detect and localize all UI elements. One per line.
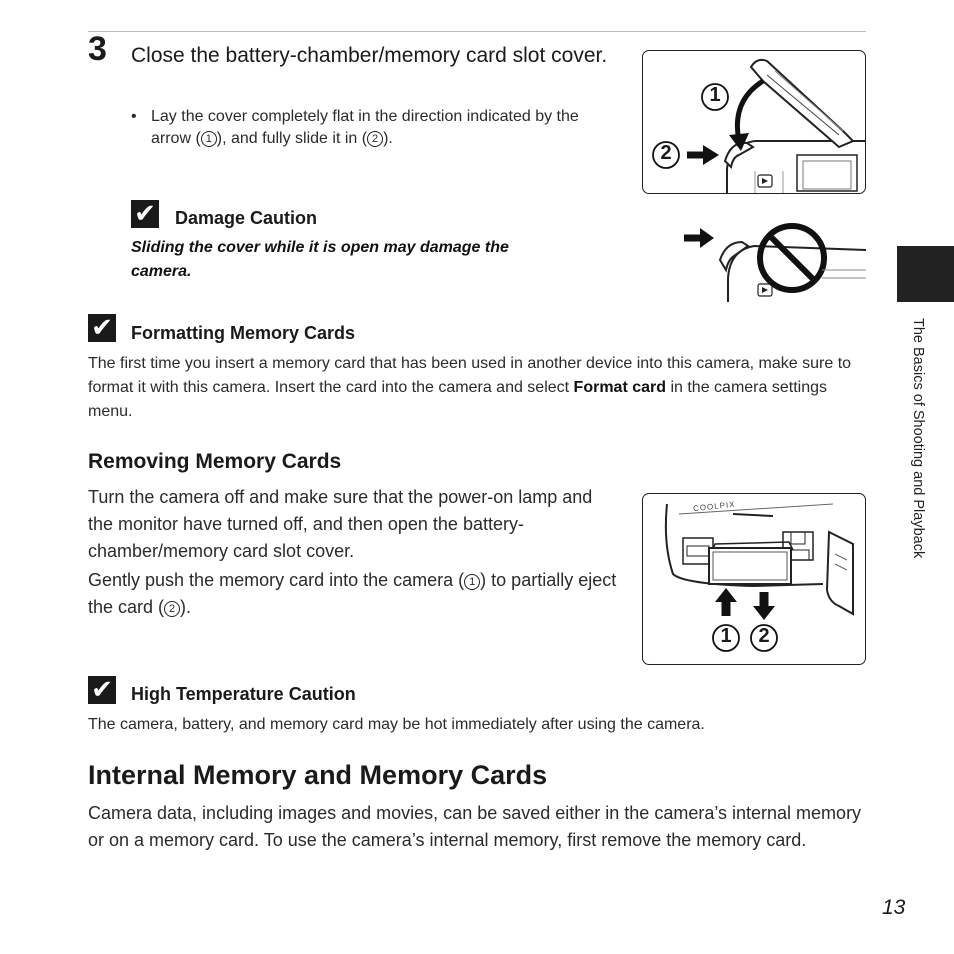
figure-close-cover bbox=[642, 50, 866, 194]
section-label: The Basics of Shooting and Playback bbox=[910, 318, 926, 559]
damage-caution-body: Sliding the cover while it is open may damage the camera. bbox=[131, 239, 509, 280]
removing-para-2: Gently push the memory card into the camera ( 1 ) to partially eject the card ( 2 ). bbox=[88, 570, 617, 617]
fig3-brand: COOLPIX bbox=[692, 499, 736, 514]
internal-memory-body: Camera data, including images and movies, can be saved either in the camera’s internal memory or on a memory card. To use the camera’s internal memory, first remove the memory card. bbox=[88, 803, 862, 850]
step-number: 3 bbox=[88, 30, 107, 68]
damage-caution-title: Damage Caution bbox=[175, 208, 318, 228]
high-temp-caution-body: The camera, battery, and memory card may be hot immediately after using the camera. bbox=[88, 716, 705, 733]
check-caution-icon: ✔ bbox=[88, 676, 116, 704]
format-card-menu-item: Format card bbox=[573, 379, 667, 396]
step-instruction: Close the battery-chamber/memory card slot cover. bbox=[131, 44, 608, 67]
bullet-dot: • bbox=[131, 108, 137, 125]
circled-number: 2 bbox=[367, 131, 383, 147]
formatting-caution-body: The first time you insert a memory card that has been used in another device into this camera, make sure to format it with this camera. Insert the card into the camera and select Format card in the camera settings menu. bbox=[88, 355, 852, 420]
circled-number: 1 bbox=[201, 131, 217, 147]
circled-number: 2 bbox=[164, 601, 180, 617]
fig1-label-2: 2 bbox=[660, 142, 672, 164]
page-number: 13 bbox=[882, 896, 906, 919]
removing-para-1: Turn the camera off and make sure that the power-on lamp and the monitor have turned off, and then open the battery-chamber/memory card slot cover. bbox=[88, 487, 593, 561]
fig1-label-1: 1 bbox=[709, 84, 721, 106]
removing-heading: Removing Memory Cards bbox=[88, 450, 342, 473]
bullet-text: Lay the cover completely flat in the direction indicated by the arrow ( 1 ), and fully slide it in ( 2 ). bbox=[151, 108, 579, 147]
internal-memory-heading: Internal Memory and Memory Cards bbox=[88, 760, 548, 790]
top-rule bbox=[88, 31, 866, 32]
circled-number: 1 bbox=[464, 574, 480, 590]
figure-prohibited bbox=[682, 220, 866, 302]
fig3-label-1: 1 bbox=[720, 625, 732, 647]
check-caution-icon: ✔ bbox=[131, 200, 159, 228]
figure-remove-card bbox=[642, 493, 866, 665]
section-tab bbox=[897, 246, 954, 302]
formatting-caution-title: Formatting Memory Cards bbox=[131, 323, 356, 343]
fig3-label-2: 2 bbox=[758, 625, 770, 647]
check-caution-icon: ✔ bbox=[88, 314, 116, 342]
high-temp-caution-title: High Temperature Caution bbox=[131, 684, 356, 704]
